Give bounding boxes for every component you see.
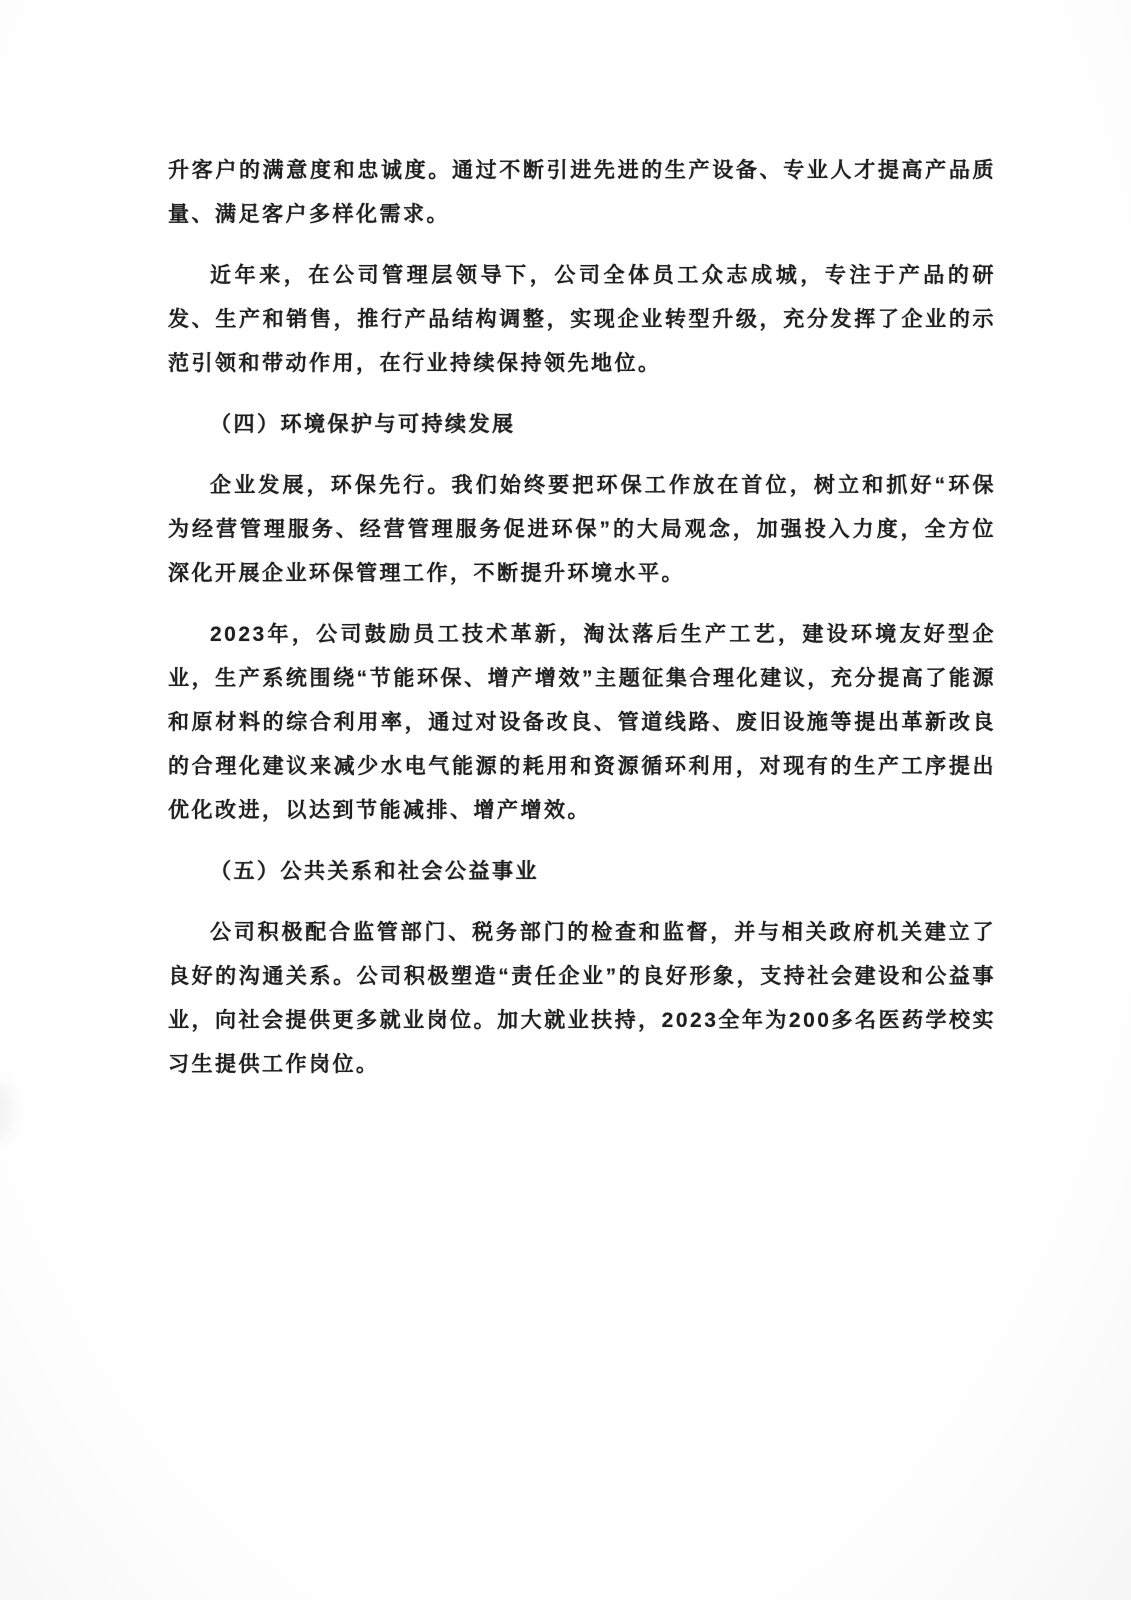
paragraph: 升客户的满意度和忠诚度。通过不断引进先进的生产设备、专业人才提高产品质量、满足客户多样化需求。: [168, 159, 996, 226]
document-body: [168, 149, 996, 1104]
paragraph: 近年来，在公司管理层领导下，公司全体员工众志成城，专注于产品的研发、生产和销售，推行产品结构调整，实现企业转型升级，充分发挥了企业的示范引领和带动作用，在行业持续保持领先地位。: [168, 264, 996, 375]
section-heading: （五）公共关系和社会公益事业: [210, 860, 539, 883]
scan-smudge: [0, 1082, 12, 1140]
section-heading: （四）环境保护与可持续发展: [210, 413, 516, 436]
paragraph: 2023年，公司鼓励员工技术革新，淘汰落后生产工艺，建设环境友好型企业，生产系统围绕“节能环保、增产增效”主题征集合理化建议，充分提高了能源和原材料的综合利用率，通过对设备改良、管道线路、废旧设施等提出革新改良的合理化建议来减少水电气能源的耗用和资源循环利用，对现有的生产工序提出优化改进，以达到节能减排、增产增效。: [168, 623, 996, 822]
paragraph: 公司积极配合监管部门、税务部门的检查和监督，并与相关政府机关建立了良好的沟通关系。公司积极塑造“责任企业”的良好形象，支持社会建设和公益事业，向社会提供更多就业岗位。加大就业扶持，2023全年为200多名医药学校实习生提供工作岗位。: [168, 921, 996, 1076]
paragraph: 企业发展，环保先行。我们始终要把环保工作放在首位，树立和抓好“环保为经营管理服务、经营管理服务促进环保”的大局观念，加强投入力度，全方位深化开展企业环保管理工作，不断提升环境水平。: [168, 474, 996, 585]
